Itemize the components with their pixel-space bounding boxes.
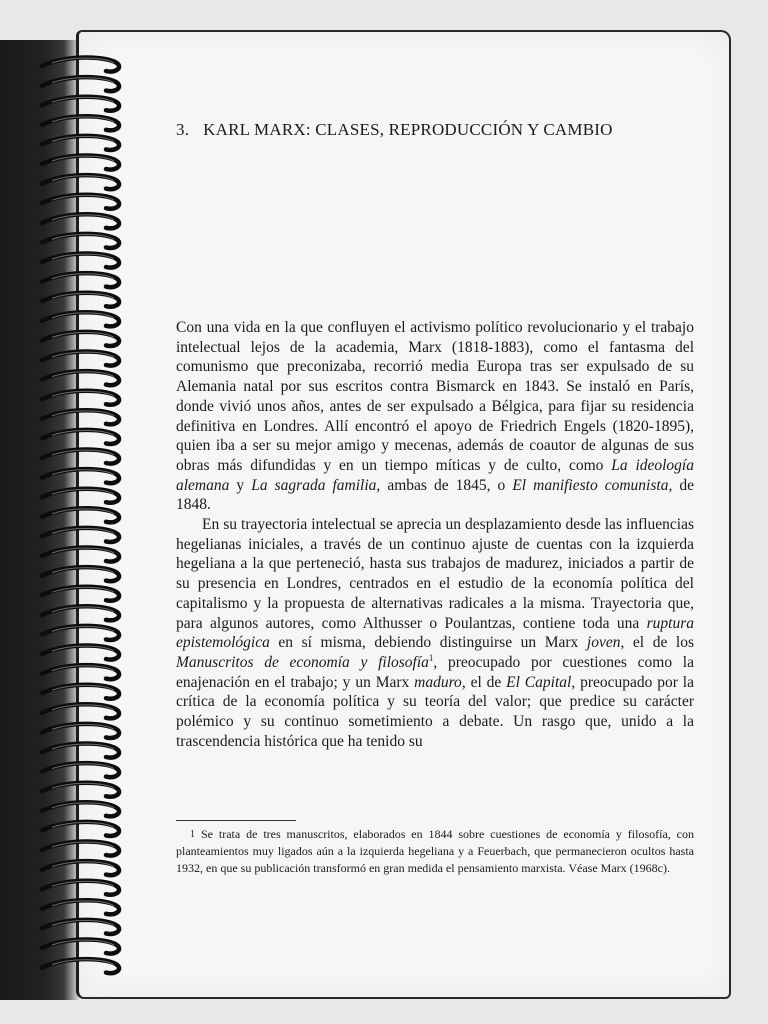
footnote-divider xyxy=(176,820,296,821)
spiral-coil xyxy=(42,97,119,111)
footnote xyxy=(176,826,694,877)
spiral-coil xyxy=(42,548,119,562)
italic-text: joven xyxy=(586,634,621,652)
spiral-coil xyxy=(42,744,119,758)
chapter-heading xyxy=(176,120,696,140)
footnote-text: Se trata de tres manuscritos, elaborados en 1844 sobre cuestiones de economía y filosofía, con planteamientos muy ligados aún a la izquierda hegeliana y a Feuerbach, que permanecieron ocultos hasta 1932, en que su publicación transformó en gran medida el pensamiento marxista. Véase Marx (1968c). xyxy=(176,827,694,875)
spiral-coil xyxy=(42,508,119,522)
spiral-coil xyxy=(42,587,119,601)
spiral-coil xyxy=(42,646,119,660)
paragraph xyxy=(176,515,694,751)
spiral-coil xyxy=(42,156,119,170)
spiral-coil xyxy=(42,940,119,954)
spiral-coil xyxy=(42,920,119,934)
paragraph xyxy=(176,318,694,515)
spiral-coil xyxy=(42,195,119,209)
footnote-ref: 1 xyxy=(428,652,434,663)
spiral-coil xyxy=(42,352,119,366)
italic-text: El Capital xyxy=(506,673,572,691)
spiral-coil xyxy=(42,881,119,895)
spiral-coil xyxy=(42,685,119,699)
spiral-binding xyxy=(22,50,132,990)
chapter-number: 3. xyxy=(176,120,190,139)
spiral-coil xyxy=(42,58,119,72)
spiral-coil xyxy=(42,469,119,483)
text-run: y xyxy=(229,476,252,494)
spiral-coil xyxy=(42,77,119,91)
spiral-coil xyxy=(42,842,119,856)
spiral-coil xyxy=(42,959,119,973)
text-run: , preocupado por cuestiones como la enajenación en el trabajo; y un Marx xyxy=(176,653,694,691)
spiral-coil xyxy=(42,254,119,268)
spiral-coil xyxy=(42,450,119,464)
spiral-coil xyxy=(42,528,119,542)
italic-text: maduro xyxy=(414,673,462,691)
text-run: , ambas de 1845, o xyxy=(376,476,513,494)
spiral-coil xyxy=(42,861,119,875)
italic-text: Manuscritos de economía y filosofía xyxy=(176,653,429,671)
italic-text: La ideología alemana xyxy=(176,456,694,494)
spiral-coil xyxy=(42,332,119,346)
spiral-coil xyxy=(42,273,119,287)
spiral-coil xyxy=(42,371,119,385)
spiral-coil xyxy=(42,430,119,444)
spiral-coil xyxy=(42,783,119,797)
text-run: En su trayectoria intelectual se aprecia un desplazamiento desde las influencias hegelianas iniciales, a través de un continuo ajuste de cuentas con la izquierda hegeliana a la que perteneció, hasta sus trabajos de madurez, iniciados a partir de su presencia en Londres, centrados en el estudio de la economía política del capitalismo y la propuesta de alternativas radicales a la misma. Trayectoria que, para algunos autores, como Althusser o Poulantzas, contiene toda una xyxy=(176,516,694,632)
spiral-coil xyxy=(42,606,119,620)
spiral-coil xyxy=(42,900,119,914)
spiral-coil xyxy=(42,626,119,640)
spiral-coil xyxy=(42,489,119,503)
spiral-coil xyxy=(42,312,119,326)
spiral-coil xyxy=(42,822,119,836)
spiral-coil xyxy=(42,724,119,738)
spiral-coil xyxy=(42,567,119,581)
spiral-coil xyxy=(42,214,119,228)
spiral-coil xyxy=(42,665,119,679)
spiral-coil xyxy=(42,410,119,424)
spiral-coil xyxy=(42,763,119,777)
text-run: , el de los xyxy=(620,634,694,652)
spiral-coil xyxy=(42,391,119,405)
text-run: en sí misma, debiendo distinguirse un Marx xyxy=(269,634,587,652)
spiral-coil xyxy=(42,175,119,189)
text-run: , preocupado por la crítica de la economía política y su teoría del valor; que predice su carácter polémico y su continuo sometimiento a debate. Un rasgo que, unido a la trascendencia histórica que ha tenido su xyxy=(176,673,694,750)
spiral-coil xyxy=(42,136,119,150)
italic-text: El manifiesto comunista, xyxy=(512,476,673,494)
italic-text: ruptura epistemológica xyxy=(176,614,694,652)
text-run: de 1848. xyxy=(176,476,695,514)
body-text xyxy=(176,318,694,751)
spiral-coil xyxy=(42,234,119,248)
spiral-coil xyxy=(42,293,119,307)
text-run: Con una vida en la que confluyen el activismo político revolucionario y el trabajo intelectual lejos de la academia, Marx (1818-1883), como el fantasma del comunismo que preconizaba, recorrió media Europa tras ser expulsado de su Alemania natal por sus escritos contra Bismarck en 1843. Se instaló en París, donde vivió unos años, antes de ser expulsado a Bélgica, para fijar su residencia definitiva en Londres. Allí encontró el apoyo de Friedrich Engels (1820-1895), quien iba a ser su mejor amigo y mecenas, además de coautor de algunas de sus obras más difundidas y en un tiempo míticas y de culto, como xyxy=(176,319,694,474)
spiral-coil xyxy=(42,802,119,816)
text-run: , el de xyxy=(461,673,507,691)
chapter-title: KARL MARX: CLASES, REPRODUCCIÓN Y CAMBIO xyxy=(203,120,613,139)
spiral-coil xyxy=(42,704,119,718)
spiral-coil xyxy=(42,116,119,130)
italic-text: La sagrada familia xyxy=(251,476,377,494)
footnote-mark: 1 xyxy=(190,829,195,840)
